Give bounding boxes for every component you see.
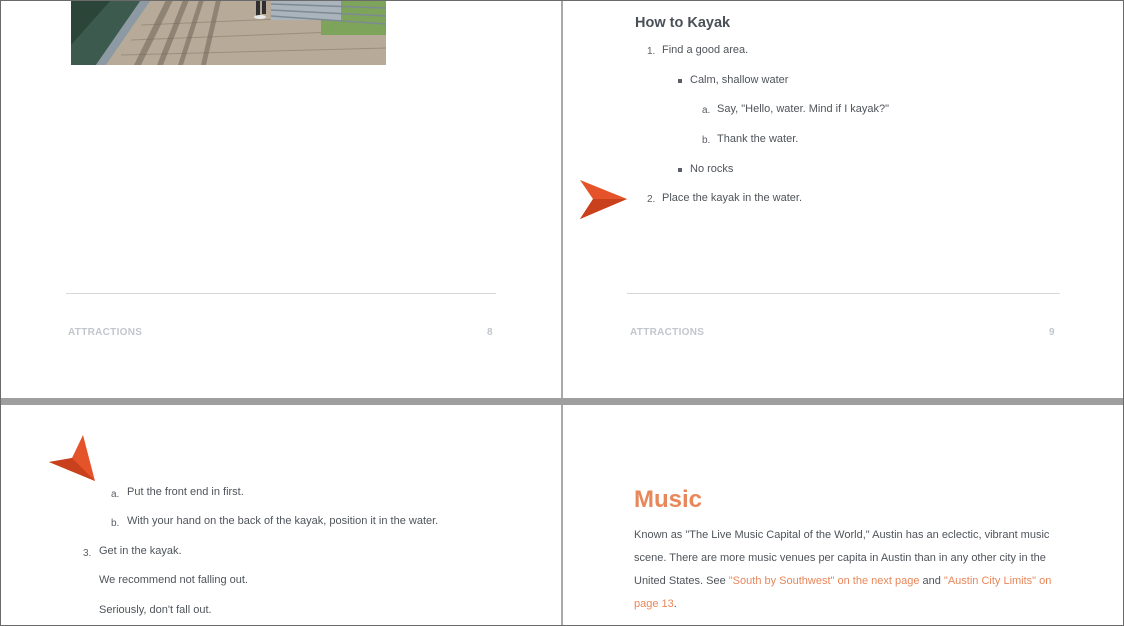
section-heading: Music — [634, 486, 703, 513]
vertical-page-divider — [561, 0, 563, 626]
horizontal-page-divider — [0, 398, 1124, 405]
list-item: With your hand on the back of the kayak, position it in the water. — [127, 515, 439, 527]
list-letter: a. — [702, 105, 711, 116]
footer-section-label: ATTRACTIONS — [68, 327, 143, 338]
list-item: Find a good area. — [662, 44, 749, 56]
page-11 — [563, 405, 1123, 625]
list-item: No rocks — [690, 163, 734, 175]
list-letter: b. — [702, 135, 711, 146]
list-number: 3. — [83, 548, 92, 559]
cross-reference-link[interactable]: "Austin City Limits" on page 13 — [634, 575, 1052, 610]
paragraph-text: and — [919, 575, 944, 587]
list-letter: a. — [111, 489, 120, 500]
footer-page-number: 9 — [1049, 327, 1055, 338]
list-item: Say, "Hello, water. Mind if I kayak?" — [717, 103, 890, 115]
page-10 — [1, 405, 561, 625]
pointer-arrow-icon — [48, 434, 98, 484]
pointer-arrow-icon — [579, 179, 629, 221]
footer-rule — [627, 293, 1060, 294]
page-8 — [1, 1, 561, 398]
bridge-photo — [71, 1, 386, 65]
footer-section-label: ATTRACTIONS — [630, 327, 705, 338]
list-number: 1. — [647, 46, 656, 57]
list-letter: b. — [111, 518, 120, 529]
body-paragraph — [634, 524, 1054, 616]
list-item: Calm, shallow water — [690, 74, 789, 86]
paragraph: We recommend not falling out. — [99, 574, 248, 586]
footer-page-number: 8 — [487, 327, 493, 338]
list-item: Put the front end in first. — [127, 486, 244, 498]
bullet-icon — [678, 79, 682, 83]
list-item: Thank the water. — [717, 133, 799, 145]
footer-rule — [66, 293, 496, 294]
paragraph-text: Known as "The Live Music Capital of the World," Austin has an eclectic, vibrant music scene. There are more music venues per capita in Austin than in any other city in the United States. See — [634, 529, 1050, 587]
list-number: 2. — [647, 194, 656, 205]
bullet-icon — [678, 168, 682, 172]
section-heading: How to Kayak — [635, 15, 731, 31]
cross-reference-link[interactable]: "South by Southwest" on the next page — [728, 575, 920, 587]
list-item: Get in the kayak. — [99, 545, 182, 557]
paragraph-text: . — [673, 598, 677, 610]
list-item: Place the kayak in the water. — [662, 192, 803, 204]
page-9 — [563, 1, 1123, 398]
paragraph: Seriously, don't fall out. — [99, 604, 212, 616]
